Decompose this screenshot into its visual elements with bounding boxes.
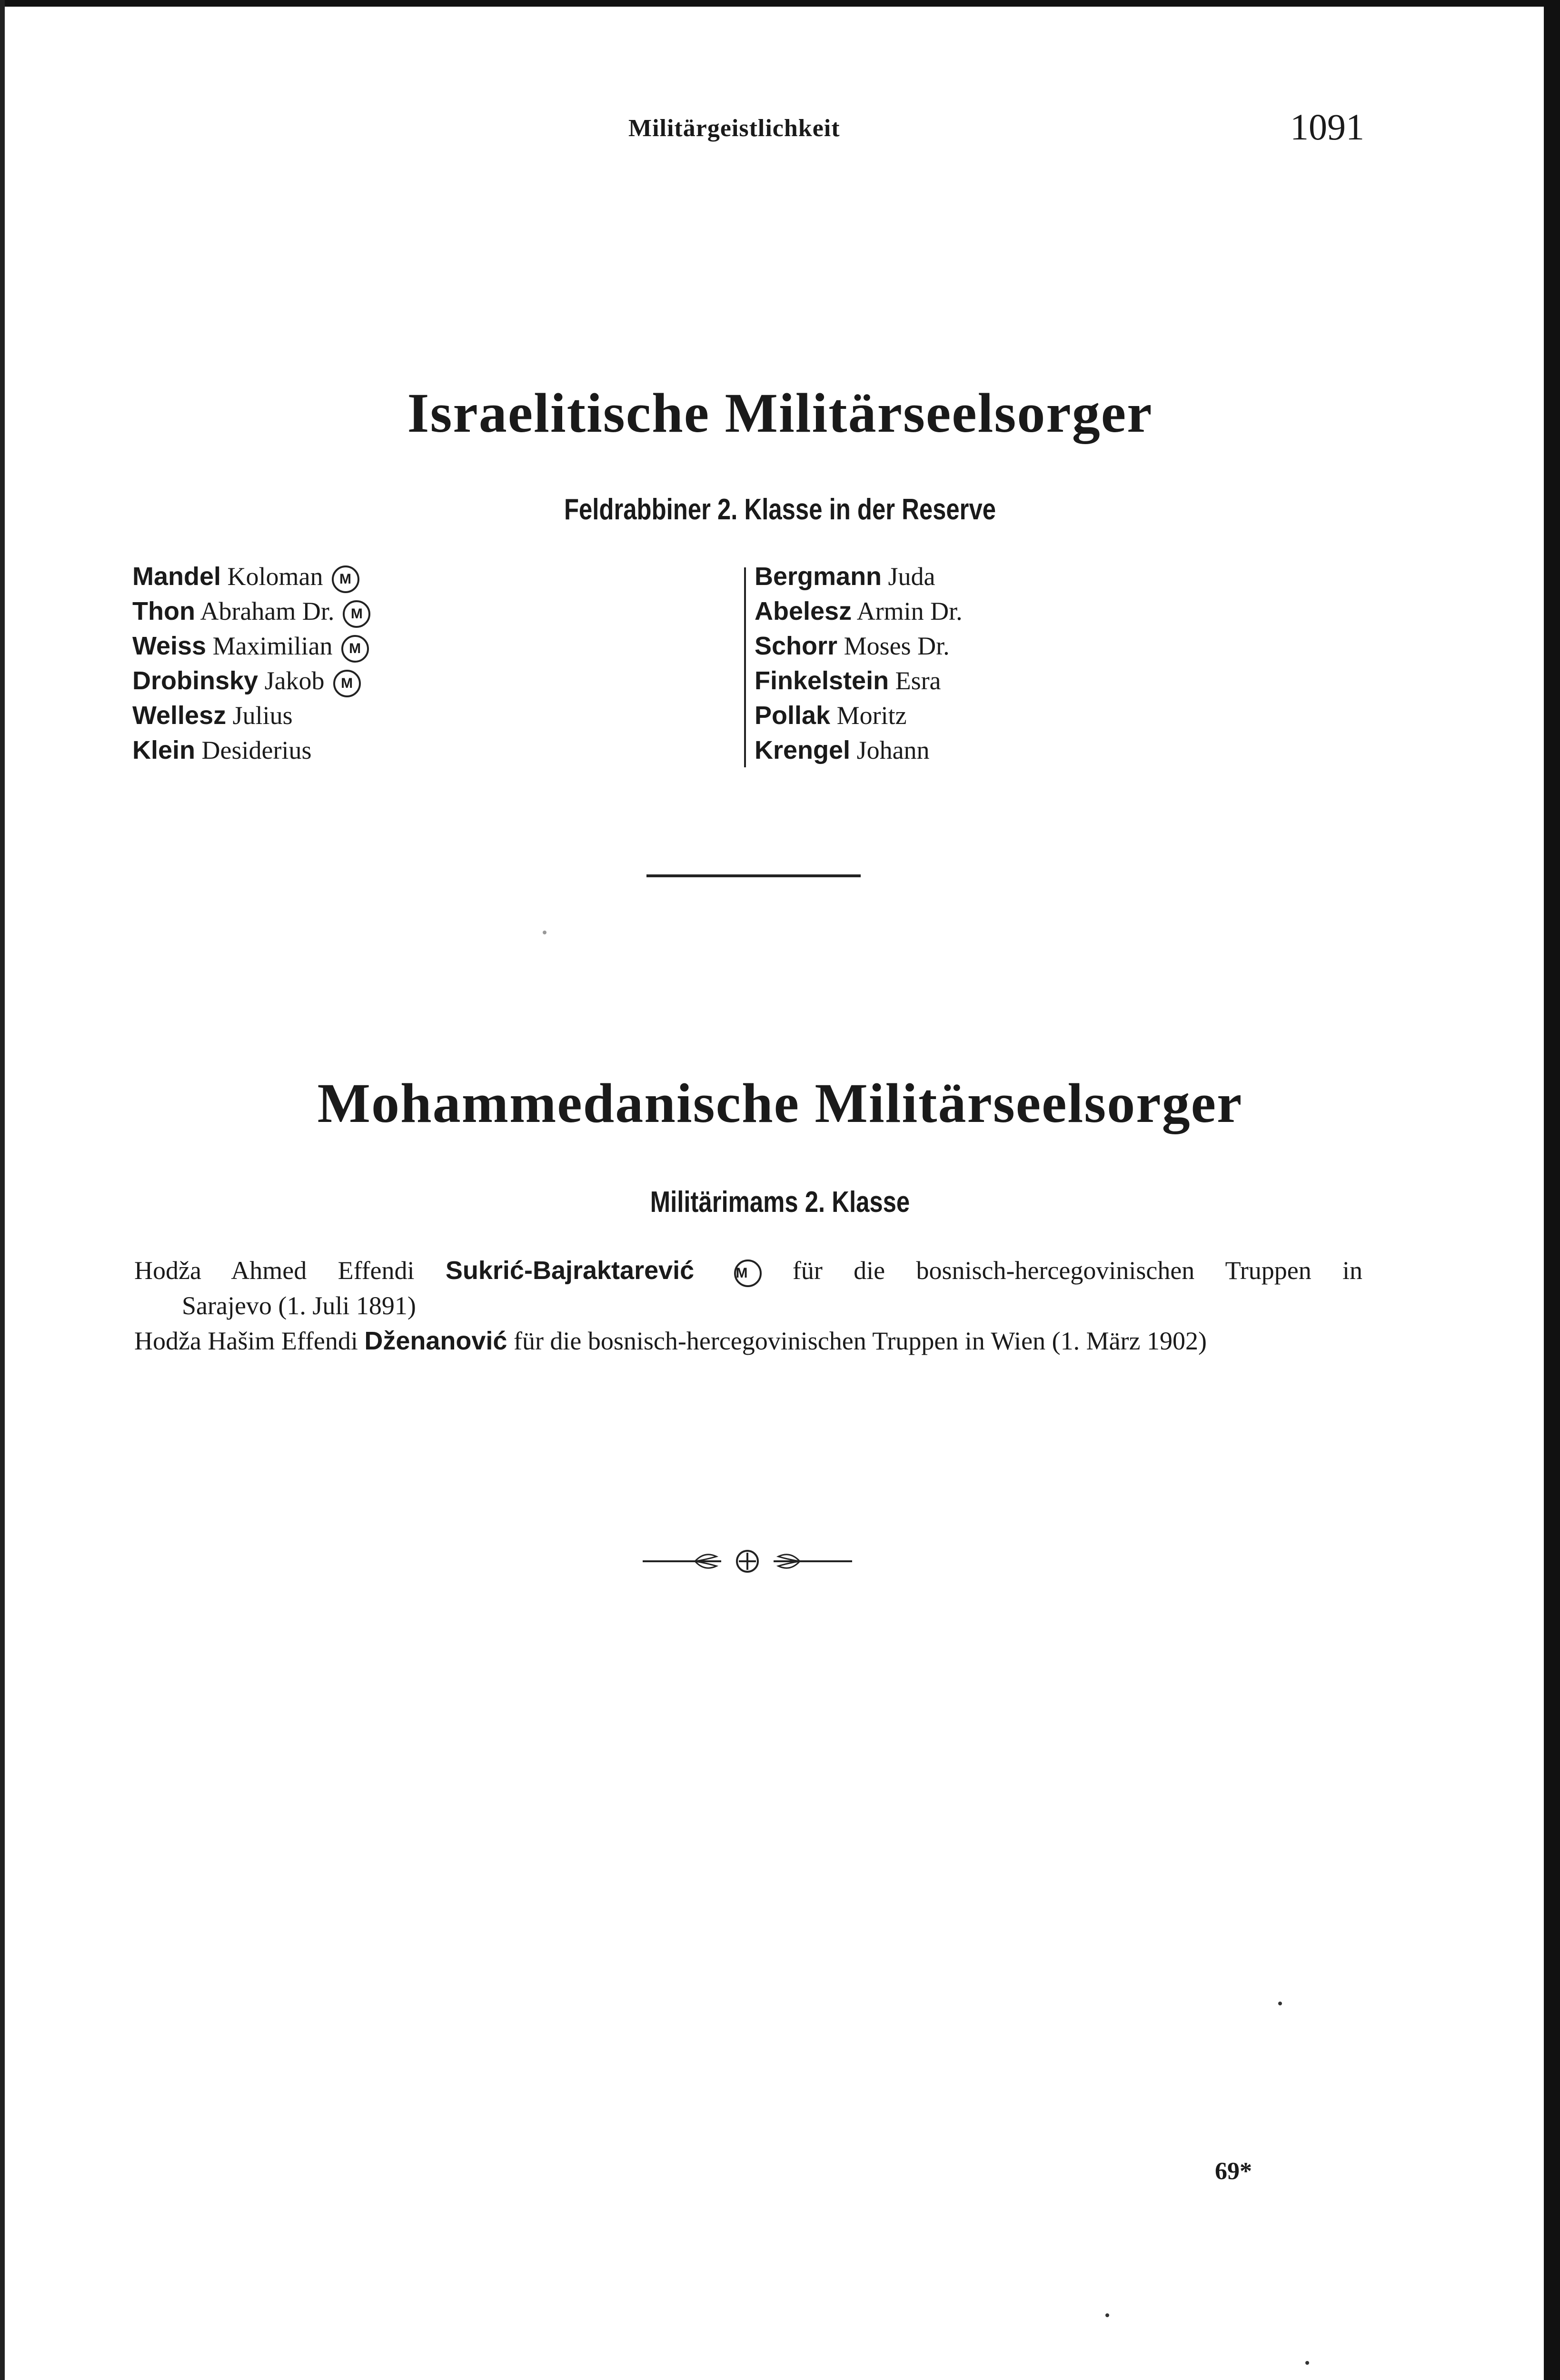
given-name: Johann [856, 736, 930, 764]
given-name: Juda [888, 562, 935, 591]
surname: Finkelstein [755, 666, 889, 695]
list-item [755, 594, 963, 629]
scan-border-left [0, 0, 5, 2380]
signature-mark: 69* [1215, 2158, 1252, 2185]
scan-speck [543, 931, 546, 934]
list-item [755, 559, 963, 594]
section-divider-rule [646, 874, 861, 877]
given-name: Julius [232, 701, 293, 730]
m-mark-icon: M [333, 670, 361, 697]
surname: Sukrić-Bajraktarević [445, 1256, 695, 1285]
scan-speck [1105, 2313, 1109, 2317]
given-name: Abraham Dr. [200, 597, 335, 625]
given-name: Maximilian [212, 632, 333, 660]
list-item [755, 698, 963, 733]
entry-text: für die bosnisch-hercegovinischen Truppen in Wien (1. März 1902) [513, 1327, 1207, 1355]
list-item [132, 733, 370, 768]
surname: Pollak [755, 701, 831, 730]
section-title-mohammedan: Mohammedanische Militärseelsorger [317, 1072, 1243, 1134]
running-head: Militärgeistlichkeit [628, 115, 840, 142]
surname: Dženanović [364, 1327, 507, 1355]
list-item [132, 629, 370, 664]
page-number: 1091 [1290, 106, 1364, 148]
entry-prefix: Hodža Ahmed Effendi [134, 1256, 415, 1285]
section-title-israelite: Israelitische Militärseelsorger [407, 382, 1153, 444]
entry-line [134, 1253, 1362, 1288]
given-name: Jakob [264, 666, 325, 695]
surname: Drobinsky [132, 666, 258, 695]
surname: Krengel [755, 736, 851, 764]
m-mark-icon: M [343, 600, 370, 628]
given-name: Moritz [836, 701, 907, 730]
given-name: Armin Dr. [856, 597, 963, 625]
list-item [755, 629, 963, 664]
list-item [132, 664, 370, 698]
scan-border-right [1544, 0, 1560, 2380]
given-name: Moses Dr. [844, 632, 950, 660]
ornament-divider-icon [643, 1542, 852, 1580]
given-name: Desiderius [201, 736, 312, 764]
entry-prefix: Hodža Hašim Effendi [134, 1327, 358, 1355]
surname: Schorr [755, 632, 838, 660]
name-list-right [755, 559, 963, 768]
section-subtitle-mohammedan: Militärimams 2. Klasse [650, 1186, 910, 1219]
m-mark-icon: M [332, 565, 359, 593]
surname: Weiss [132, 632, 207, 660]
m-mark-icon: M [734, 1259, 762, 1287]
scan-speck [1305, 2361, 1309, 2365]
surname: Abelesz [755, 597, 852, 625]
scan-border-top [0, 0, 1560, 7]
list-item [132, 594, 370, 629]
given-name: Koloman [227, 562, 323, 591]
given-name: Esra [895, 666, 941, 695]
list-item [755, 733, 963, 768]
entry-line [134, 1323, 1362, 1359]
surname: Bergmann [755, 562, 882, 591]
list-item [132, 559, 370, 594]
surname: Klein [132, 736, 196, 764]
surname: Thon [132, 597, 195, 625]
name-list-left [132, 559, 370, 768]
surname: Mandel [132, 562, 221, 591]
list-item [755, 664, 963, 698]
scan-speck [1278, 2002, 1282, 2005]
surname: Wellesz [132, 701, 227, 730]
m-mark-icon: M [341, 635, 369, 663]
entry-continuation: Sarajevo (1. Juli 1891) [182, 1291, 416, 1320]
imam-entries [134, 1253, 1362, 1359]
section-subtitle-israelite: Feldrabbiner 2. Klasse in der Reserve [564, 493, 996, 526]
entry-text: für die bosnisch-hercegovinischen Truppen in [792, 1256, 1362, 1285]
column-divider [744, 567, 746, 767]
list-item [132, 698, 370, 733]
